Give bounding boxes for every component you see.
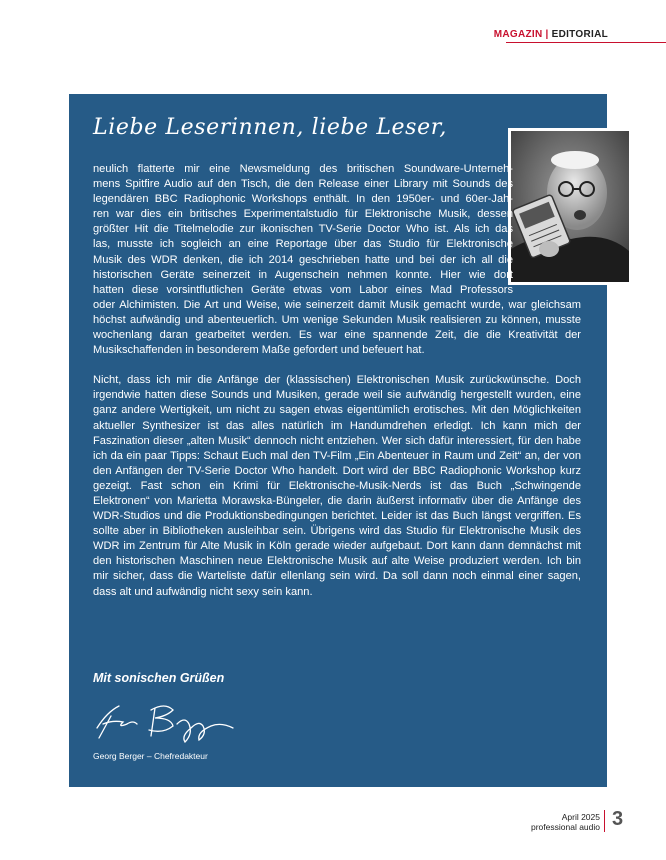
- signature-image: [93, 694, 245, 746]
- paragraph-1-line: mens Spitfire Audio auf den Tisch, die den Release einer Library mit Sounds des: [93, 178, 513, 191]
- paragraph-1-line: neulich flatterte mir eine Newsmeldung des britischen Soundware-Unterneh-: [93, 163, 513, 175]
- paragraph-1-line: historischen Geräte seinerzeit in Augenschein nehmen konnte. Hier wie dort: [93, 268, 513, 281]
- closing-line: Mit sonischen Grüßen: [93, 671, 225, 685]
- greeting-heading: Liebe Leserinnen, liebe Leser,: [93, 115, 447, 140]
- magazine-name: professional audio: [531, 822, 600, 832]
- paragraph-1-rest: oder Alchimisten. Die Art und Weise, wie seinerzeit damit Musik gemacht wurde, war gleichsam höchst aufwändig und abenteuerlich. Um wenige Sekunden Musik realisieren zu können, musste wochenlang daran gearbeitet werden. Es war eine spannende Zeit, die die Kreativität der Musikschaffenden in besonderem Maße gefordert und befeuert hat.: [93, 298, 581, 357]
- section-label: MAGAZIN: [493, 29, 543, 40]
- issue-date: April 2025: [561, 812, 600, 822]
- footer-issue: [531, 812, 600, 832]
- editorial-body: [93, 162, 581, 615]
- paragraph-1-line: Musik des WDR denken, die ich 2014 geschrieben hatte und bei der ich all die: [93, 253, 513, 266]
- page-number: 3: [612, 808, 624, 830]
- section-header: [494, 29, 608, 40]
- header-rule: [506, 42, 666, 43]
- paragraph-1-line: hatten diese vorsintflutlichen Geräte etwas vom Labor eines Mad Professors: [93, 283, 513, 296]
- signer-name: Georg Berger – Chefredakteur: [93, 751, 208, 761]
- paragraph-1-line: größter Hit die Titelmelodie zur ikonischen TV-Serie Doctor Who ist. Als ich das: [93, 223, 513, 236]
- footer-divider: [604, 810, 605, 832]
- subsection-label: EDITORIAL: [551, 29, 608, 40]
- paragraph-1-line: legendären BBC Radiophonic Workshops enthält. In den 1950er- und 60er-Jah-: [93, 193, 513, 206]
- paragraph-1-line: las, musste ich sogleich an eine Reportage über das Studio für Elektronische: [93, 238, 513, 251]
- paragraph-1-line: ren war dies ein britisches Experimentalstudio für Elektronische Musik, dessen: [93, 208, 513, 221]
- paragraph-2: Nicht, dass ich mir die Anfänge der (klassischen) Elektronischen Musik zurückwünsche. Doch irgendwie hatten diese Sounds und Musiken, gerade weil sie aufwändig hergestellt wurden, eine ganz andere Wertigkeit, um nicht zu sagen etwas eigentümlich erotisches. Mit den Möglichkeiten aktueller Synthesizer ist das alles natürlich im Handumdrehen erledigt. Ich kann mich der Faszination dieser „alten Musik“ dennoch nicht entziehen. Wer sich dafür interessiert, für den habe ich da ein paar Tipps: Schaut Euch mal den TV-Film „Ein Abenteuer in Raum und Zeit“ an, der von den Anfängen der TV-Serie Doctor Who handelt. Dort wird der BBC Radiophonic Workshop kurz gezeigt. Fast schon ein Krimi für Elektronische-Musik-Nerds ist das Buch „Schwingende Elektronen“ von Marietta Morawska-Büngeler, die darin äußerst informativ über die Anfänge des WDR-Studios und die Produktionsbedingungen berichtet. Leider ist das Buch längst vergriffen. Es sollte aber in Bibliotheken ausleihbar sein. Übrigens wird das Studio für Elektronische Musik des WDR im Zentrum für Alte Musik in Köln gerade wieder aufgebaut. Dort kann dann demnächst mit den historischen Maschinen neue Elektronische Musik auf alte Weise produziert werden. Ich bin mir sicher, dass die Warteliste dafür ellenlang sein wird. Da soll dann noch einmal einer sagen, dass alt und aufwändig nicht sexy sein kann.: [93, 374, 581, 598]
- section-separator: |: [545, 29, 549, 40]
- paragraph-1: [93, 162, 581, 358]
